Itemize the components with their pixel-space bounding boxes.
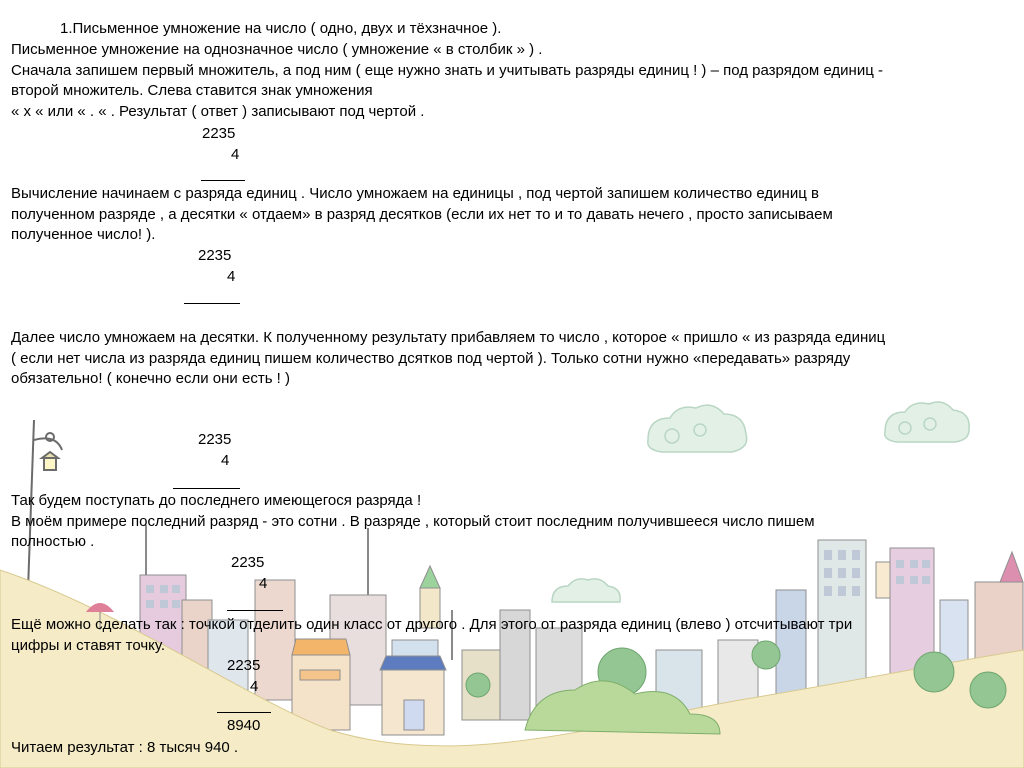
paragraph-line: обязательно! ( конечно если они есть ! ) [11, 370, 291, 387]
page-title: 1.Письменное умножение на число ( одно, двух и тёхзначное ). [60, 20, 502, 37]
paragraph-line: Вычисление начинаем с разряда единиц . Число умножаем на единицы , под чертой запишем количество единиц в [11, 185, 819, 202]
example-underline [227, 610, 283, 611]
example-multiplier: 4 [227, 268, 236, 285]
paragraph-line: Письменное умножение на однозначное число ( умножение « в столбик » ) . [11, 41, 543, 58]
example-multiplicand: 2235 [198, 247, 232, 264]
paragraph-line: « х « или « . « . Результат ( ответ ) записывают под чертой . [11, 102, 425, 120]
example-multiplier: 4 [259, 575, 268, 592]
example-underline [184, 303, 240, 304]
conclusion-line: Читаем результат : 8 тысяч 940 . [11, 739, 239, 756]
paragraph-line: Сначала запишем первый множитель, а под ним ( еще нужно знать и учитывать разряды единиц ! ) – под разрядом единиц - [11, 61, 883, 79]
cloud-icon [648, 405, 747, 452]
example-multiplicand: 2235 [202, 125, 236, 142]
paragraph-line: В моём примере последний разряд - это сотни . В разряде , который стоит последним получившееся число пишем [11, 512, 815, 530]
example-underline [173, 488, 240, 489]
example-multiplier: 4 [250, 678, 259, 695]
example-underline [217, 712, 271, 713]
paragraph-line: ( если нет числа из разряда единиц пишем количество дсятков под чертой ). Только сотни нужно «передавать» разряду [11, 349, 851, 367]
example-multiplicand: 2235 [198, 431, 232, 448]
paragraph-line: полученном разряде , а десятки « отдаем» в разряд десятков (если их нет то и то давать нечего , просто записываем [11, 205, 833, 223]
paragraph-line: Ещё можно сделать так : точкой отделить один класс от другого . Для этого от разряда единиц (влево ) отсчитывают три [11, 616, 853, 633]
example-multiplicand: 2235 [231, 554, 265, 571]
example-multiplicand: 2235 [227, 657, 261, 674]
example-product: 8940 [227, 717, 261, 734]
paragraph-line: Так будем поступать до последнего имеющегося разряда ! [11, 492, 422, 509]
paragraph-line: полученное число! ). [11, 226, 156, 243]
cloud-icon [885, 402, 969, 442]
example-multiplier: 4 [231, 146, 240, 163]
paragraph-line: Далее число умножаем на десятки. К полученному результату прибавляем то число , которое « пришло « из разряда единиц [11, 329, 886, 346]
paragraph-line: второй множитель. Слева ставится знак умножения [11, 82, 373, 99]
paragraph-line: цифры и ставят точку. [11, 636, 166, 654]
example-multiplier: 4 [221, 452, 230, 469]
example-underline [201, 180, 245, 181]
paragraph-line: полностью . [11, 533, 95, 550]
cloud-icon [552, 579, 620, 602]
